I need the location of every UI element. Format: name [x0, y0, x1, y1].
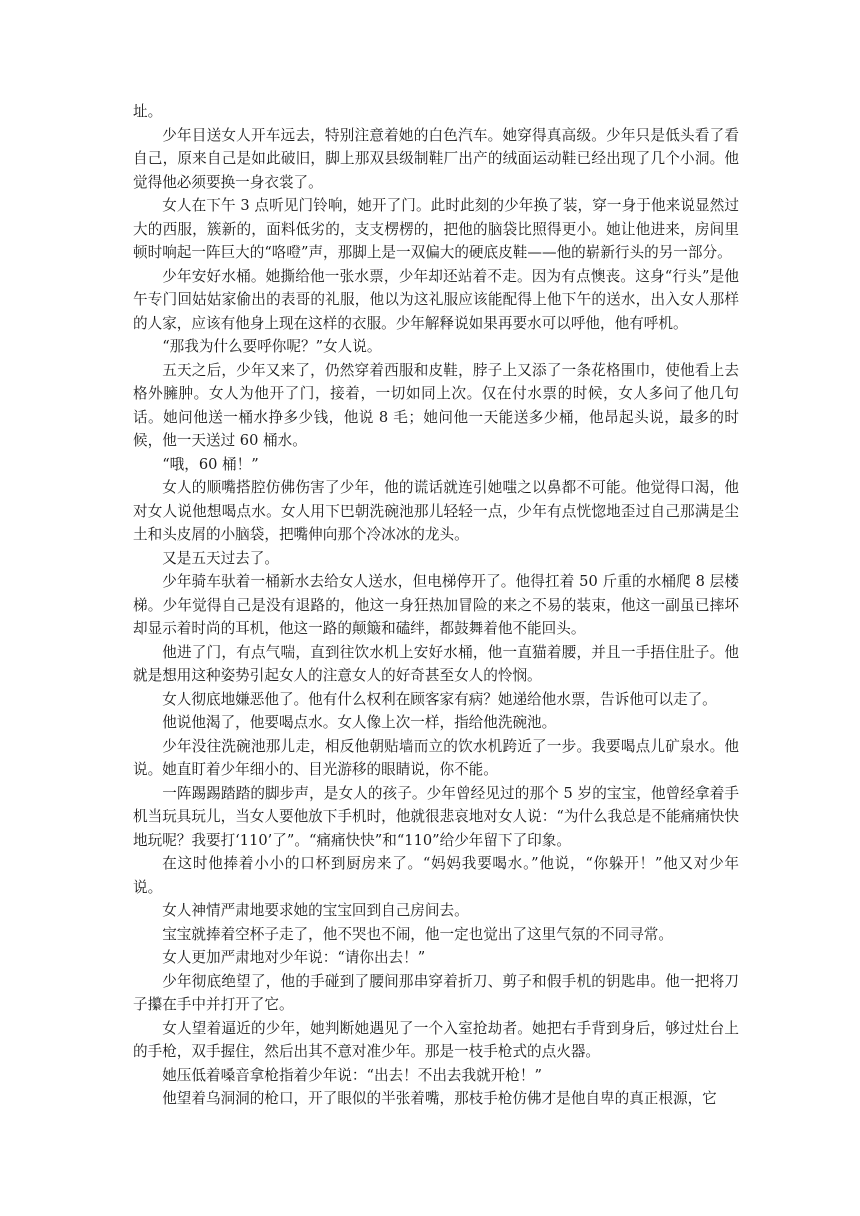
document-body [133, 100, 739, 1111]
paragraph-1: 址。 [133, 103, 163, 120]
paragraph-19: 女人更加严肃地对少年说：“请你出去！” [162, 949, 426, 966]
paragraph-4: 少年安好水桶。她撕给他一张水票，少年却还站着不走。因为有点懊丧。这身“行头”是他午专门回姑姑家偷出的表哥的礼服，他以为这礼服应该能配得上他下午的送水，出入女人那样的人家，应该有他身上现在这样的衣服。少年解释说如果再要水可以呼他，他有呼机。 [133, 267, 739, 332]
paragraph-21: 女人望着逼近的少年，她判断她遇见了一个入室抢劫者。她把右手背到身后，够过灶台上的手枪，双手握住，然后出其不意对准少年。那是一枝手枪式的点火器。 [133, 1019, 739, 1060]
paragraph-22: 她压低着嗓音拿枪指着少年说：“出去！不出去我就开枪！” [162, 1066, 542, 1084]
paragraph-18: 宝宝就捧着空杯子走了，他不哭也不闹，他一定也觉出了这里气氛的不同寻常。 [162, 925, 673, 943]
paragraph-23: 他望着乌洞洞的枪口，开了眼似的半张着嘴，那枝手枪仿佛才是他自卑的真正根源，它 [162, 1090, 717, 1107]
paragraph-13: 他说他渴了，他要喝点水。女人像上次一样，指给他洗碗池。 [162, 714, 557, 731]
paragraph-3: 女人在下午 3 点听见门铃响，她开了门。此时此刻的少年换了装，穿一身于他来说显然过大的西服，簇新的，面料低劣的，支支楞楞的，把他的脑袋比照得更小。她让他进来，房间里顿时响起一阵巨大的“咯噔”声，那脚上是一双偏大的硬底皮鞋——他的崭新行头的另一部分。 [133, 197, 739, 261]
paragraph-20: 少年彻底绝望了，他的手碰到了腰间那串穿着折刀、剪子和假手机的钥匙串。他一把将刀子攥在手中并打开了它。 [133, 972, 739, 1013]
paragraph-16: 在这时他捧着小小的口杯到厨房来了。“妈妈我要喝水。”他说，“你躲开！”他又对少年说。 [133, 855, 739, 896]
paragraph-5: “那我为什么要呼你呢？”女人说。 [162, 338, 382, 355]
paragraph-10: 少年骑车驮着一桶新水去给女人送水，但电梯停开了。他得扛着 50 斤重的水桶爬 8 层楼梯。少年觉得自己是没有退路的，他这一身狂热加冒险的来之不易的装束，他这一副虽已摔坏却显示着时尚的耳机，他这一路的颠簸和磕绊，都鼓舞着他不能回头。 [133, 573, 739, 637]
paragraph-11: 他进了门，有点气喘，直到往饮水机上安好水桶，他一直猫着腰，并且一手捂住肚子。他就是想用这种姿势引起女人的注意女人的好奇甚至女人的怜悯。 [133, 643, 739, 684]
paragraph-14: 少年没往洗碗池那儿走，相反他朝贴墙而立的饮水机跨近了一步。我要喝点儿矿泉水。他说。她直盯着少年细小的、目光游移的眼睛说，你不能。 [133, 737, 739, 778]
paragraph-8: 女人的顺嘴搭腔仿佛伤害了少年，他的谎话就连引她嗤之以鼻都不可能。他觉得口渴，他对女人说他想喝点水。女人用下巴朝洗碗池那儿轻轻一点，少年有点恍惚地歪过自己那满是尘土和头皮屑的小脑袋，把嘴伸向那个冷冰冰的龙头。 [133, 479, 739, 543]
paragraph-9: 又是五天过去了。 [162, 549, 279, 567]
paragraph-6: 五天之后，少年又来了，仍然穿着西服和皮鞋，脖子上又添了一条花格围巾，使他看上去格外臃肿。女人为他开了门，接着，一切如同上次。仅在付水票的时候，女人多问了他几句话。她问他送一桶水挣多少钱，他说 8 毛；她问他一天能送多少桶，他昂起头说，最多的时候，他一天送过 60 桶水。 [133, 361, 739, 449]
paragraph-2: 少年目送女人开车远去，特别注意着她的白色汽车。她穿得真高级。少年只是低头看了看自己，原来自己是如此破旧，脚上那双县级制鞋厂出产的绒面运动鞋已经出现了几个小洞。他觉得他必须要换一身衣裳了。 [133, 126, 739, 191]
paragraph-12: 女人彻底地嫌恶他了。他有什么权利在顾客家有病？她递给他水票，告诉他可以走了。 [162, 690, 717, 708]
paragraph-7: “哦，60 桶！” [162, 455, 259, 473]
paragraph-17: 女人神情严肃地要求她的宝宝回到自己房间去。 [162, 902, 469, 919]
paragraph-15: 一阵踢踢踏踏的脚步声，是女人的孩子。少年曾经见过的那个 5 岁的宝宝，他曾经拿着手机当玩具玩儿，当女人要他放下手机时，他就很悲哀地对女人说：“为什么我总是不能痛痛快快地玩呢？我要打‘110’了”。“痛痛快快”和“110”给少年留下了印象。 [133, 784, 739, 849]
